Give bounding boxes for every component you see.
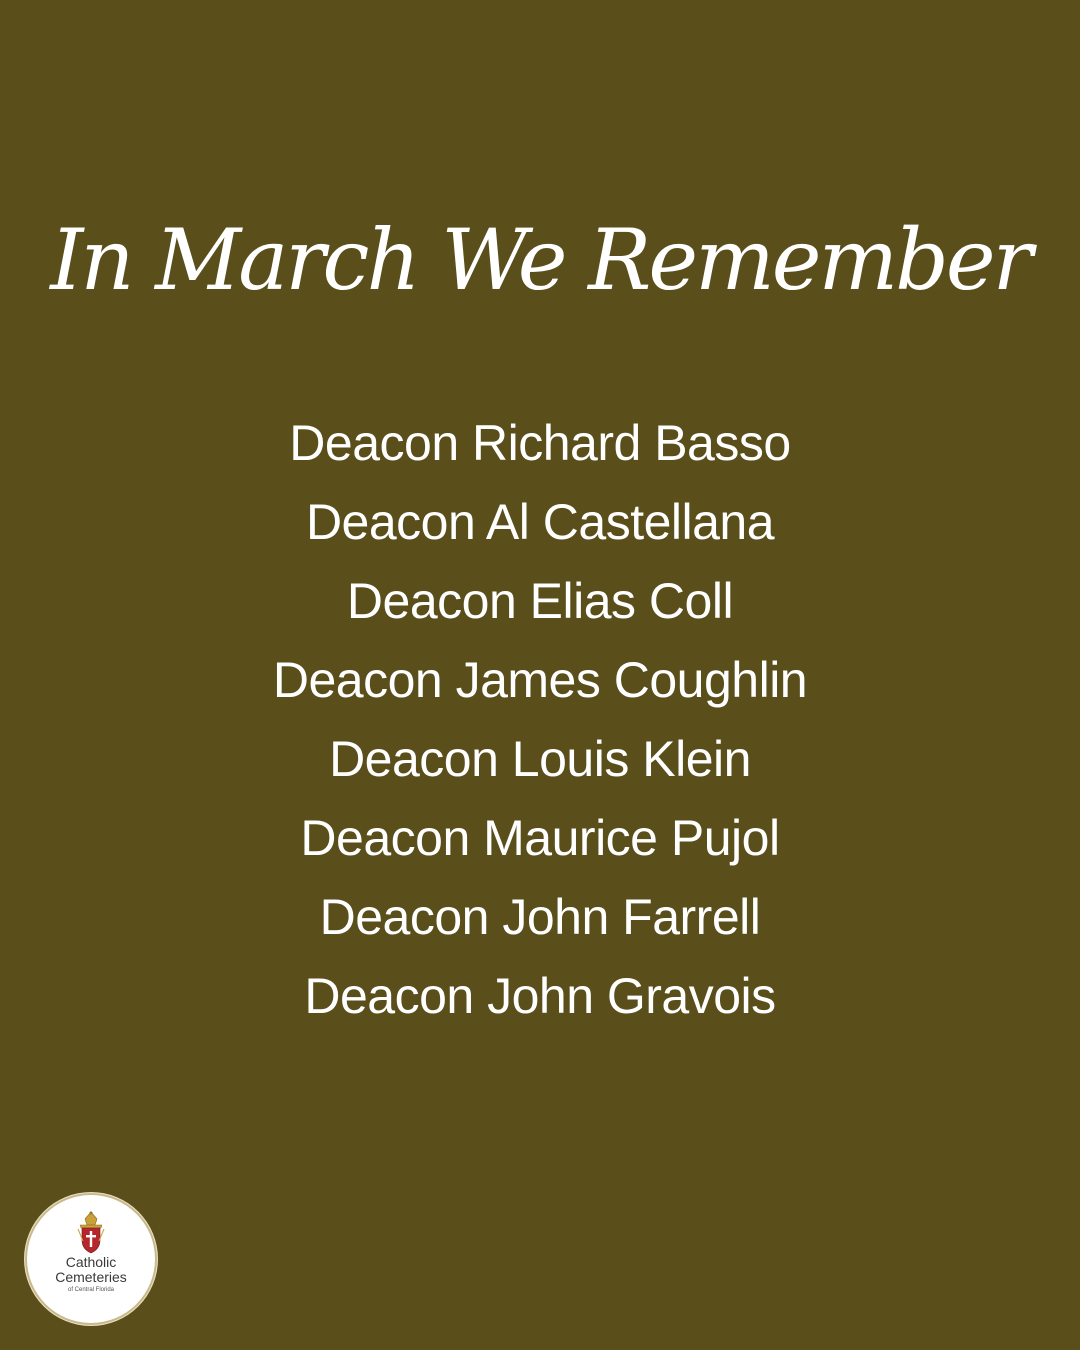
logo-text-cemeteries: Cemeteries (55, 1269, 127, 1285)
logo-text-central-florida: of Central Florida (67, 1287, 115, 1293)
list-item: Deacon Louis Klein (329, 731, 751, 787)
list-item: Deacon Richard Basso (289, 415, 791, 471)
list-item: Deacon Maurice Pujol (300, 810, 780, 866)
list-item: Deacon Al Castellana (305, 494, 775, 550)
list-item: Deacon Elias Coll (346, 573, 734, 629)
list-item: Deacon John Gravois (304, 968, 776, 1024)
catholic-cemeteries-logo (25, 1193, 157, 1325)
page-title: In March We Remember (50, 211, 1030, 309)
names-list (0, 404, 1080, 1036)
logo-text-catholic: Catholic (65, 1254, 117, 1270)
list-item: Deacon James Coughlin (272, 652, 808, 708)
list-item: Deacon John Farrell (319, 889, 761, 945)
diocese-crest-icon (75, 1211, 107, 1255)
